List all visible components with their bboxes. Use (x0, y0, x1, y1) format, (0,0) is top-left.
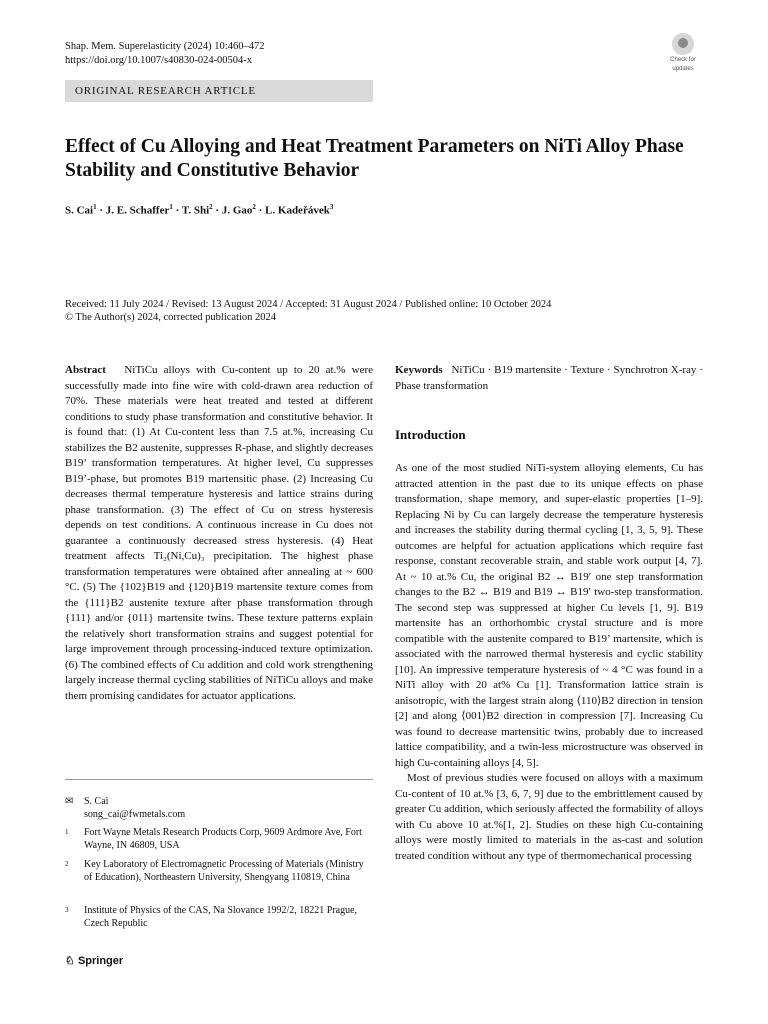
corresponding-email[interactable]: song_cai@fwmetals.com (84, 809, 186, 820)
author-name[interactable]: T. Shi (181, 204, 210, 217)
keywords-text: NiTiCu · B19 martensite · Texture · Synchrotron X-ray · Phase transformation (395, 364, 704, 392)
affiliation-marker: 1 (93, 203, 97, 211)
affiliation-1 (65, 826, 365, 852)
author-name[interactable]: L. Kadeřávek (265, 204, 330, 217)
affiliation-marker: 2 (252, 203, 256, 211)
affiliation-3 (65, 904, 365, 930)
affiliation-text: Institute of Physics of the CAS, Na Slovance 1992/2, 18221 Prague, Czech Republic (84, 905, 358, 929)
abstract-label: Abstract (65, 364, 106, 376)
publication-history (65, 298, 551, 324)
affiliation-text: Fort Wayne Metals Research Products Corp, 9609 Ardmore Ave, Fort Wayne, IN 46809, USA (84, 827, 362, 851)
paragraph: As one of the most studied NiTi-system alloying elements, Cu has attracted attention in the past due to its unique effects on phase transformation, shape memory, and super-elastic properties [1–9]. Replacing Ni by Cu can largely decrease the temperature hysteresis and increases the stability during thermal cycling [1, 3, 5, 9]. These outcomes are helpful for actuation applications which require fast response, constant recoverable strain, and stable work output [4, 7]. At ~ 10 at.% Cu, the original B2 ↔ B19′ one step transformation changes to the B2 ↔ B19 and B19 ↔ B19′ two-step transformation. The second step was suppressed at higher Cu levels [1, 9]. B19 martensite has an orthorhombic crystal structure and is more compatible with the austenite compared to B19’ martensite, which is associated with the narrowed thermal hysteresis and cyclic stability [10]. An impressive temperature hysteresis of ~ 4 °C was found in a NiTi alloy with 20 at% Cu [1]. Transformation lattice strain is anisotropic, with the largest strain along ⟨110⟩B2 direction in tension [2] and along ⟨001⟩B2 direction in compression [7]. Increasing Cu was found to decrease martensitic twins, probably due to increased lattice compatibility, and a twin-less microstructure was observed in high Cu-containing alloys [4, 5]. (395, 462, 703, 769)
badge-text-1: Check for (670, 57, 696, 63)
publisher-logo (65, 954, 123, 967)
badge-text-2: updates (672, 65, 694, 72)
publisher-name: Springer (77, 955, 124, 967)
section-heading: Introduction (395, 427, 466, 442)
envelope-icon: ✉ (65, 796, 74, 807)
article-type-banner: ORIGINAL RESEARCH ARTICLE (65, 80, 373, 102)
check-for-updates-badge[interactable] (664, 33, 702, 72)
dates-line: Received: 11 July 2024 / Revised: 13 August 2024 / Accepted: 31 August 2024 / Published online: 10 October 2024 (65, 299, 552, 310)
introduction-body (395, 461, 703, 864)
author-name[interactable]: J. E. Schaffer (105, 204, 170, 217)
copyright-line: © The Author(s) 2024, corrected publication 2024 (65, 312, 277, 323)
affiliation-marker: 2 (209, 203, 213, 211)
author-name[interactable]: J. Gao (221, 204, 253, 217)
affiliation-number: 2 (65, 860, 69, 868)
abstract (65, 363, 373, 704)
paragraph: Most of previous studies were focused on alloys with a maximum Cu-content of 10 at.% [3, 6, 7, 9] due to the embrittlement caused by greater Cu addition, which seriously affected the formability of alloys with Cu above 10 at.%[1, 2]. Studies on these high Cu-containing alloys were mostly limited to materials in the as-cast and solution treated condition without any type of thermomechanical processing (395, 772, 703, 862)
journal-citation (65, 40, 264, 68)
abstract-text: NiTiCu alloys with Cu-content up to 20 at.% were successfully made into fine wire with cold-drawn area reduction of 70%. These materials were heat treated and tested at different conditions to study phase transformation and constitutive behavior. It is found that: (1) At Cu-content less than 7.5 at.%, increasing Cu stabilizes the B2 austenite, suppresses R-phase, and slightly decreases B19’ transformation temperatures. At higher level, Cu suppresses B19’-phase, but promotes B19 martensitic phase. (2) Increasing Cu decreases thermal temperature hysteresis and lattice strains during phase transformation. (3) The effect of Cu on stress hysteresis depends on test conditions. A continuous increase in Cu does not guarantee a continuously decreased stress hysteresis. (4) Heat treatment affects Ti₂(Ni,Cu)₃ precipitation. The highest phase transformation temperatures were obtained after annealing at ~ 600 °C. (5) The {102}B19 and {120}B19 martensite texture comes from the {111}B2 austenite texture after phase transformation through {111} and/or {011} martensite twins. These texture patterns explain the relatively short transformation strains and suggest potential for large improvement through processing-induced texture optimization. (6) The combined effects of Cu addition and cold work strengthening largely increase thermal cycling stabilities of NiTiCu alloys and make them promising candidates for actuator applications. (65, 364, 374, 702)
affiliation-text: Key Laboratory of Electromagnetic Processing of Materials (Ministry of Education), Northeastern University, Shengyang 110819, China (84, 859, 364, 883)
affiliation-number: 1 (65, 828, 69, 836)
author-list: S. Cai$^1$ · J. E. Schaffer$^1$ · T. Shi$^2$ · J. Gao$^2$ · L. Kadeřávek$^3$ (65, 203, 334, 217)
affiliation-marker: 1 (169, 203, 173, 211)
affiliation-2 (65, 858, 365, 884)
corresponding-name: S. Cai (84, 796, 109, 807)
corresponding-author (65, 795, 185, 821)
keywords-label: Keywords (395, 364, 443, 376)
doi-link[interactable]: https://doi.org/10.1007/s40830-024-00504-x (65, 55, 253, 66)
author-name[interactable]: S. Cai (65, 204, 94, 217)
footnote-divider (65, 779, 373, 780)
springer-horse-icon: ♘ (65, 955, 75, 967)
paper-title: Effect of Cu Alloying and Heat Treatment Parameters on NiTi Alloy Phase Stability and Constitutive Behavior (65, 136, 684, 181)
check-for-updates-icon (672, 33, 694, 55)
affiliation-marker: 3 (329, 203, 334, 211)
affiliation-number: 3 (65, 906, 69, 914)
keywords (395, 363, 703, 394)
journal-reference: Shap. Mem. Superelasticity (2024) 10:460–472 (65, 41, 265, 52)
